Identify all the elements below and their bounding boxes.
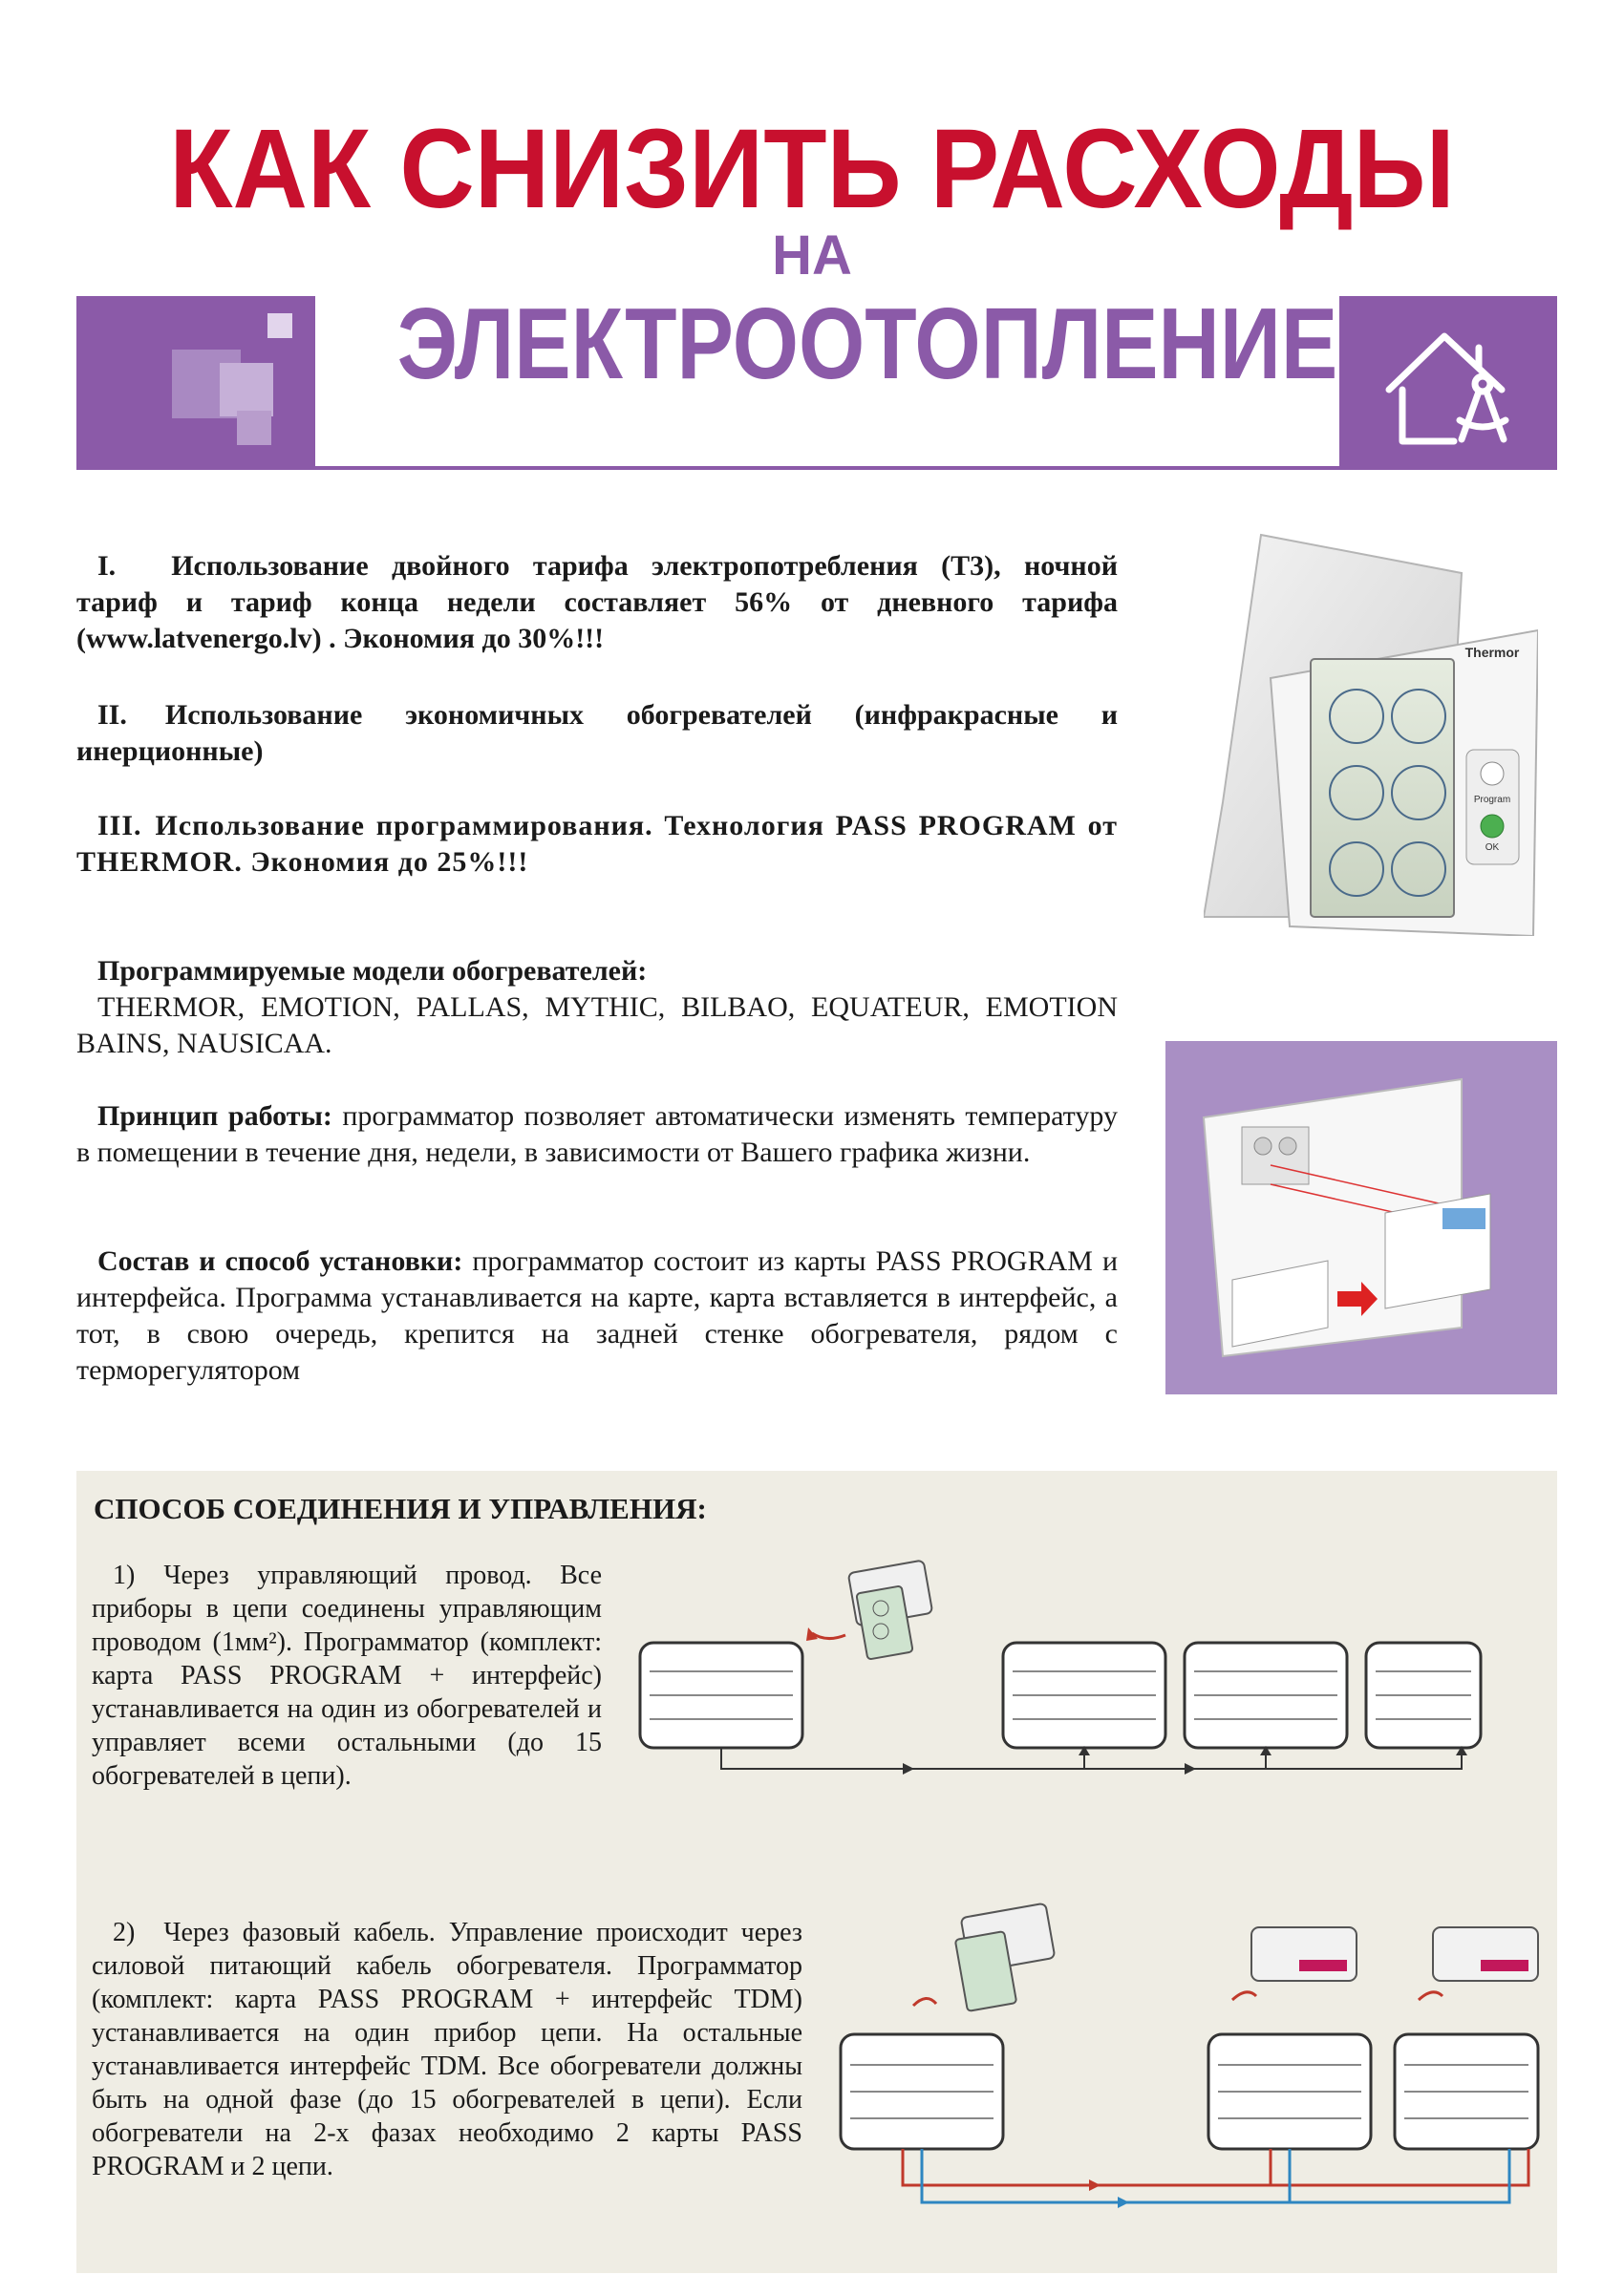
installation-text: программатор состоит из карты PASS PROGRAM и интерфейса. Программа устанавливается на карте, карта вставляется в интерфейс, а тот, в свою очередь, крепится на задней стенке обогревателя, рядом с терморегулятором [76,1245,1118,1386]
house-compass-icon [1339,296,1557,468]
tdm-interface-icon [1433,1927,1538,1981]
method-2-text: Использование экономичных обогревателей (инфракрасные и инерционные) [76,699,1118,767]
title-line-1: КАК СНИЗИТЬ РАСХОДЫ [169,106,1455,232]
method-1-text: Использование двойного тарифа электропотребления (Т3), ночной тариф и тариф конца недели составляет 56% от дневного тарифа (www.latvenergo.lv) . Экономия до 30%!!! [76,550,1118,654]
installation-heading: Состав и способ установки: [97,1245,463,1277]
title-line-2: НА [772,224,852,287]
method-1-description: Через управляющий провод. Все приборы в цепи соединены управляющим проводом (1мм²). Программатор (комплект: карта PASS PROGRAM + интерфейс) устанавливается на один из обогревателей и управляет всеми остальными (до 15 обогревателей в цепи). [92,1561,602,1791]
method-2-description: Через фазовый кабель. Управление происходит через силовой питающий кабель обогревателя. Программатор (комплект: карта PASS PROGRAM + интерфейс TDM) устанавливается на один прибор цепи. На остальные устанавливается интерфейс TDM. Все обогреватели должны быть на одной фазе (до 15 обогревателей в цепи). Если обогреватели на 2-х фазах необходимо 2 карты PASS PROGRAM и 2 цепи. [92,1918,802,2181]
method-3-text: Использование программирования. Технология PASS PROGRAM от THERMOR. Экономия до 25%!!! [76,810,1118,878]
models-heading: Программируемые модели обогревателей: [97,955,648,987]
device-ok-label: OK [1485,842,1500,853]
title-line-3: ЭЛЕКТРООТОПЛЕНИЕ [396,287,1338,400]
method-3: III. Использование программирования. Технология PASS PROGRAM от THERMOR. Экономия до 25%!!! [76,810,1118,878]
method-1-num: 1) [113,1561,136,1590]
device-brand: Thermor [1464,645,1520,660]
installation-photo [1165,1041,1557,1394]
tdm-interface-icon [1251,1927,1357,1981]
device-program-label: Program [1473,795,1511,805]
method-1: I. Использование двойного тарифа электропотребления (Т3), ночной тариф и тариф конца недели составляет 56% от дневного тарифа (www.latvenergo.lv) . Экономия до 30%!!! [76,550,1118,654]
programmer-icon [955,1903,1056,2011]
models-text: THERMOR, EMOTION, PALLAS, MYTHIC, BILBAO, EQUATEUR, EMOTION BAINS, NAUSICAA. [76,991,1118,1059]
method-2-num: 2) [113,1918,136,1947]
programmer-icon [848,1560,933,1659]
banner-right-block [1339,296,1557,468]
method-2: II. Использование экономичных обогревателей (инфракрасные и инерционные) [76,699,1118,767]
principle-heading: Принцип работы: [97,1100,332,1132]
models-block [76,953,1118,1062]
phase-cable-diagram [822,1901,1548,2216]
connection-heading: СПОСОБ СОЕДИНЕНИЯ И УПРАВЛЕНИЯ: [94,1492,707,1525]
principle-text: программатор позволяет автоматически изменять температуру в помещении в течение дня, недели, в зависимости от Вашего графика жизни. [76,1100,1118,1168]
installation-block [76,1244,1118,1389]
programmer-device-photo [1204,516,1538,936]
connection-method-1 [92,1559,602,1793]
banner-left-block [76,296,315,468]
principle-block [76,1098,1118,1171]
control-wire-diagram [630,1547,1490,1796]
connection-method-2 [92,1916,802,2183]
banner-underline [76,466,1557,470]
